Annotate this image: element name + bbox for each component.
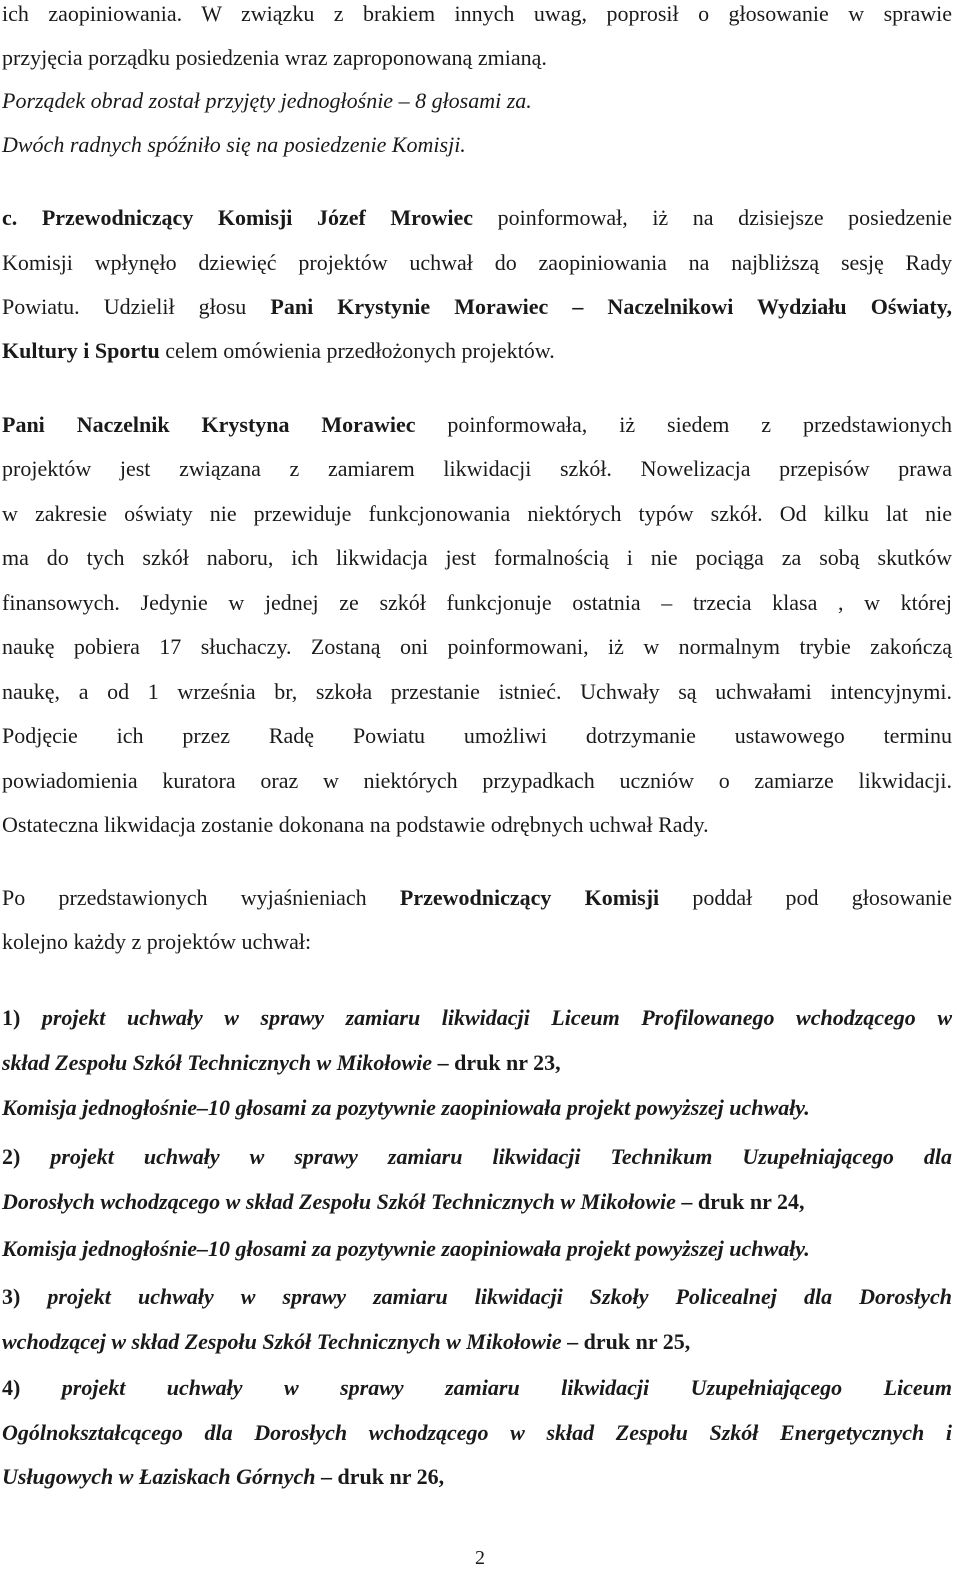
item-2-title-2: Dorosłych wchodzącego w skład Zespołu Szkół Technicznych w Mikołowie bbox=[2, 1189, 676, 1214]
naczelnik-line-2 bbox=[2, 455, 952, 483]
item-4-title-2: Ogólnokształcącego dla Dorosłych wchodzącego w skład Zespołu Szkół Energetycznych i bbox=[2, 1420, 952, 1445]
item-2-line-2 bbox=[2, 1188, 952, 1216]
naczelnik-text-9: powiadomienia kuratora oraz w niektórych przypadkach uczniów o zamiarze likwidacji. bbox=[2, 768, 952, 793]
section-c-speaker: Pani Krystynie Morawiec – Naczelnikowi Wydziału Oświaty, bbox=[270, 294, 952, 319]
item-2-result-text: Komisja jednogłośnie–10 głosami za pozytywnie zaopiniowała projekt powyższej uchwały. bbox=[2, 1236, 810, 1261]
section-c-text-4: celem omówienia przedłożonych projektów. bbox=[159, 338, 555, 363]
intro-line-3 bbox=[2, 87, 952, 115]
intro-text-4: Dwóch radnych spóźniło się na posiedzenie Komisji. bbox=[2, 132, 466, 157]
item-1-title-1: projekt uchwały w sprawy zamiaru likwidacji Liceum Profilowanego wchodzącego w bbox=[20, 1005, 952, 1030]
item-1-line-1 bbox=[2, 1004, 952, 1032]
item-3-druk: – druk nr 25, bbox=[561, 1329, 691, 1354]
naczelnik-line-4 bbox=[2, 544, 952, 572]
item-2-title-1: projekt uchwały w sprawy zamiaru likwidacji Technikum Uzupełniającego dla bbox=[20, 1144, 952, 1169]
intro-text-1: ich zaopiniowania. W związku z brakiem innych uwag, poprosił o głosowanie w sprawie bbox=[2, 1, 952, 26]
naczelnik-text-4: ma do tych szkół naboru, ich likwidacja jest formalnością i nie pociąga za sobą skutków bbox=[2, 545, 952, 570]
naczelnik-line-6 bbox=[2, 633, 952, 661]
item-3-number: 3) bbox=[2, 1284, 21, 1309]
item-4-line-1 bbox=[2, 1374, 952, 1402]
item-1-result bbox=[2, 1094, 952, 1122]
intro-line-2 bbox=[2, 44, 952, 72]
item-2-result bbox=[2, 1235, 952, 1263]
item-1-title-2: skład Zespołu Szkół Technicznych w Mikołowie bbox=[2, 1050, 433, 1075]
naczelnik-line-5 bbox=[2, 589, 952, 617]
item-4-druk: – druk nr 26, bbox=[315, 1464, 445, 1489]
item-3-title-1: projekt uchwały w sprawy zamiaru likwidacji Szkoły Policealnej dla Dorosłych bbox=[20, 1284, 952, 1309]
intro-text-3: Porządek obrad został przyjęty jednogłośnie – 8 głosami za. bbox=[2, 88, 532, 113]
section-c-line-2 bbox=[2, 249, 952, 277]
section-c-line-4 bbox=[2, 337, 952, 365]
naczelnik-text-3: w zakresie oświaty nie przewiduje funkcjonowania niektórych typów szkół. Od kilku lat nie bbox=[2, 501, 952, 526]
naczelnik-line-10 bbox=[2, 811, 952, 839]
vote-intro-text-2: poddał pod głosowanie bbox=[659, 885, 952, 910]
vote-intro-chair: Przewodniczący Komisji bbox=[399, 885, 660, 910]
section-c-text-3: Powiatu. Udzielił głosu bbox=[2, 294, 271, 319]
naczelnik-text-10: Ostateczna likwidacja zostanie dokonana na podstawie odrębnych uchwał Rady. bbox=[2, 812, 709, 837]
vote-intro-text-1: Po przedstawionych wyjaśnieniach bbox=[2, 885, 400, 910]
naczelnik-line-7 bbox=[2, 678, 952, 706]
item-1-number: 1) bbox=[2, 1005, 21, 1030]
vote-intro-text-3: kolejno każdy z projektów uchwał: bbox=[2, 929, 312, 954]
naczelnik-line-8 bbox=[2, 722, 952, 750]
item-1-line-2 bbox=[2, 1049, 952, 1077]
item-2-number: 2) bbox=[2, 1144, 21, 1169]
item-1-druk: – druk nr 23, bbox=[432, 1050, 561, 1075]
item-3-line-2 bbox=[2, 1328, 952, 1356]
item-4-title-1: projekt uchwały w sprawy zamiaru likwidacji Uzupełniającego Liceum bbox=[20, 1375, 952, 1400]
item-3-line-1 bbox=[2, 1283, 952, 1311]
naczelnik-line-9 bbox=[2, 767, 952, 795]
item-2-line-1 bbox=[2, 1143, 952, 1171]
naczelnik-text-6: naukę pobiera 17 słuchaczy. Zostaną oni poinformowani, iż w normalnym trybie zakończą bbox=[2, 634, 952, 659]
vote-intro-line-2 bbox=[2, 928, 952, 956]
naczelnik-text-2: projektów jest związana z zamiarem likwidacji szkół. Nowelizacja przepisów prawa bbox=[2, 456, 952, 481]
naczelnik-line-3 bbox=[2, 500, 952, 528]
item-4-line-2 bbox=[2, 1419, 952, 1447]
item-3-title-2: wchodzącej w skład Zespołu Szkół Technicznych w Mikołowie bbox=[2, 1329, 562, 1354]
item-4-title-3: Usługowych w Łaziskach Górnych bbox=[2, 1464, 316, 1489]
section-c-text-2: Komisji wpłynęło dziewięć projektów uchwał do zaopiniowania na najbliższą sesję Rady bbox=[2, 250, 952, 275]
item-4-number: 4) bbox=[2, 1375, 21, 1400]
section-c-line-3 bbox=[2, 293, 952, 321]
intro-line-4 bbox=[2, 131, 952, 159]
naczelnik-text-5: finansowych. Jedynie w jednej ze szkół funkcjonuje ostatnia – trzecia klasa , w której bbox=[2, 590, 952, 615]
naczelnik-text-1: poinformowała, iż siedem z przedstawionych bbox=[415, 412, 952, 437]
intro-text-2: przyjęcia porządku posiedzenia wraz zaproponowaną zmianą. bbox=[2, 45, 547, 70]
naczelnik-name: Pani Naczelnik Krystyna Morawiec bbox=[2, 412, 416, 437]
naczelnik-text-7: naukę, a od 1 września br, szkoła przestanie istnieć. Uchwały są uchwałami intencyjnymi. bbox=[2, 679, 952, 704]
item-4-line-3 bbox=[2, 1463, 952, 1491]
page-number: 2 bbox=[475, 1547, 485, 1569]
naczelnik-line-1 bbox=[2, 411, 952, 439]
section-c-text-1: poinformował, iż na dzisiejsze posiedzenie bbox=[473, 205, 952, 230]
item-2-druk: – druk nr 24, bbox=[675, 1189, 805, 1214]
section-c-line-1 bbox=[2, 204, 952, 232]
section-c-department: Kultury i Sportu bbox=[2, 338, 160, 363]
item-1-result-text: Komisja jednogłośnie–10 głosami za pozytywnie zaopiniowała projekt powyższej uchwały. bbox=[2, 1095, 810, 1120]
section-c-heading: c. Przewodniczący Komisji Józef Mrowiec bbox=[2, 205, 474, 230]
naczelnik-text-8: Podjęcie ich przez Radę Powiatu umożliwi dotrzymanie ustawowego terminu bbox=[2, 723, 952, 748]
intro-line-1 bbox=[2, 0, 952, 28]
vote-intro-line-1 bbox=[2, 884, 952, 912]
